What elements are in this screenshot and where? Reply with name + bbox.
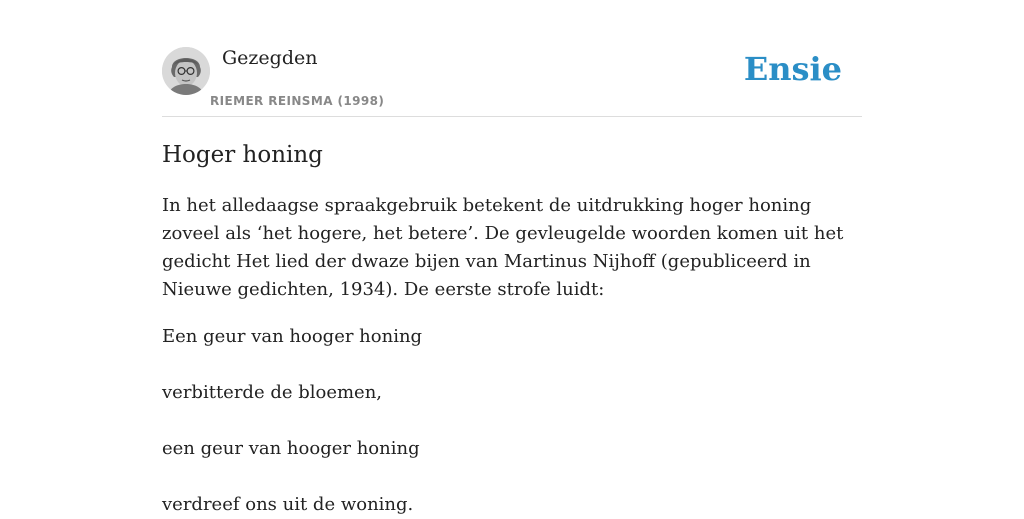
- entry-intro-paragraph: In het alledaagse spraakgebruik betekent de uitdrukking hoger honing zoveel als ‘het hogere, het betere’. De gevleugelde woorden komen uit het gedicht Het lied der dwaze bijen van Martinus Nijhoff (gepubliceerd in Nieuwe gedichten, 1934). De eerste strofe luidt:: [162, 195, 844, 300]
- poem-line: verbitterde de bloemen,: [162, 382, 383, 403]
- entry-title: Hoger honing: [162, 142, 323, 168]
- poem-line: Een geur van hooger honing: [162, 326, 423, 347]
- collection-title-link[interactable]: Gezegden: [222, 47, 318, 69]
- poem-line: verdreef ons uit de woning.: [162, 494, 414, 515]
- author-avatar-icon[interactable]: [162, 47, 210, 95]
- entry-header: [162, 0, 862, 117]
- ensie-logo-link[interactable]: Ensie: [743, 50, 842, 88]
- author-credit: RIEMER REINSMA (1998): [210, 94, 385, 108]
- entry-page: [162, 0, 862, 515]
- poem-line: een geur van hooger honing: [162, 438, 420, 459]
